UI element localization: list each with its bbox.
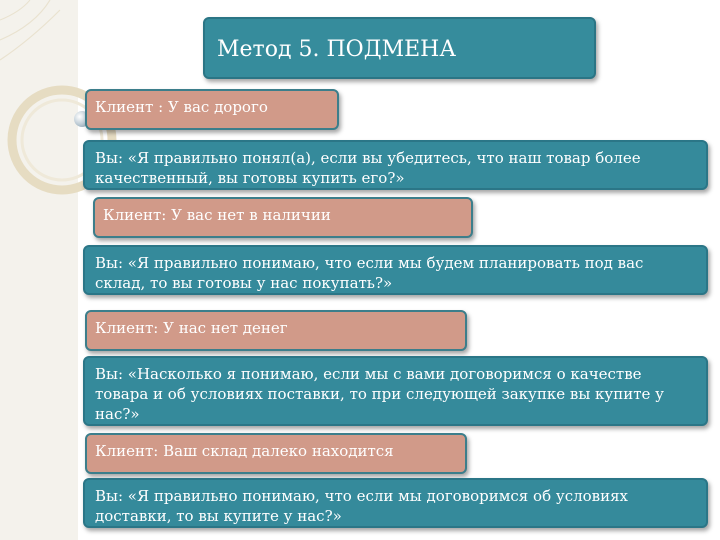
client-objection-4: Клиент: Ваш склад далеко находится: [85, 433, 467, 474]
client-objection-1: Клиент : У вас дорого: [85, 89, 339, 130]
response-1: Вы: «Я правильно понял(а), если вы убедитесь, что наш товар более качественный, вы готовы купить его?»: [83, 140, 708, 190]
response-3: Вы: «Насколько я понимаю, если мы с вами договоримся о качестве товара и об условиях поставки, то при следующей закупке вы купите у нас?»: [83, 356, 708, 426]
response-2: Вы: «Я правильно понимаю, что если мы будем планировать под вас склад, то вы готовы у нас покупать?»: [83, 245, 708, 295]
slide-title: Метод 5. ПОДМЕНА: [203, 17, 596, 79]
client-objection-3: Клиент: У нас нет денег: [85, 310, 467, 351]
response-4: Вы: «Я правильно понимаю, что если мы договоримся об условиях доставки, то вы купите у нас?»: [83, 478, 708, 528]
client-objection-2: Клиент: У вас нет в наличии: [93, 197, 473, 238]
